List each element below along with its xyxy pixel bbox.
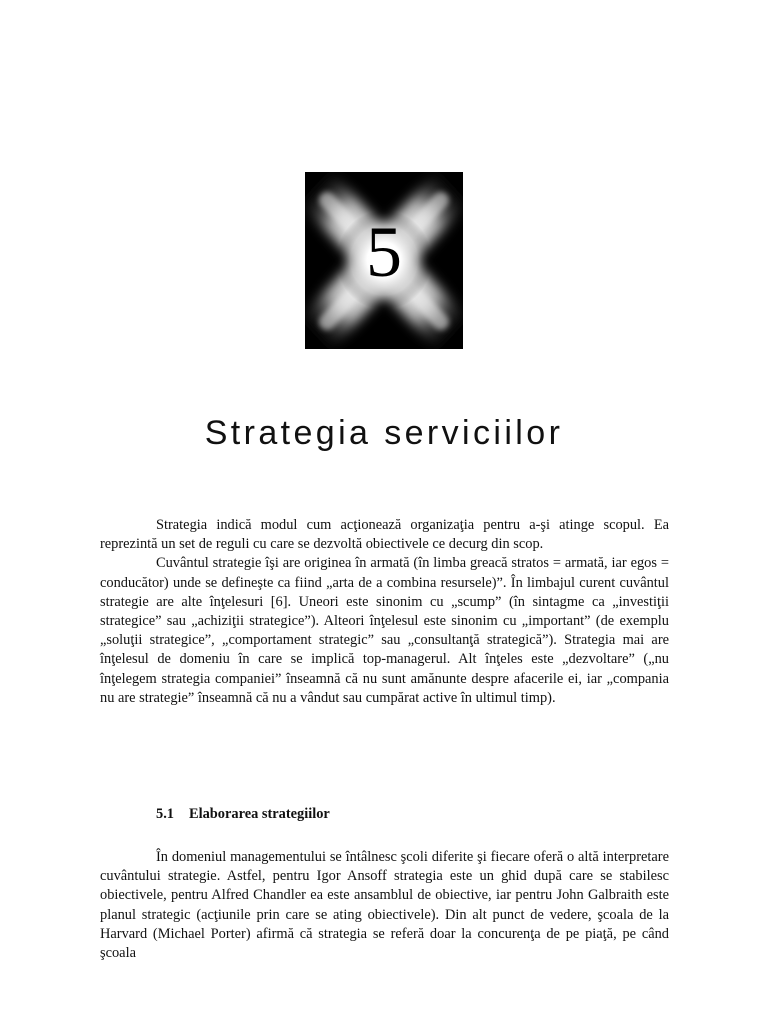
paragraph-text: În domeniul managementului se întâlnesc şcoli diferite şi fiecare oferă o altă interpretare cuvântului strategie. Astfel, pentru Igor Ansoff strategia este un ghid după care se stabilesc obiectivele, pentru Alfred Chandler ea este ansamblul de obiective, iar pentru John Galbraith este planul strategic (acţiunile prin care se ating obiectivele). Din alt punct de vedere, şcoala de la Harvard (Michael Porter) afirmă că strategia se referă doar la concurenţa de pe piaţă, pe când şcoala [100,849,669,962]
section-number: 5.1 [156,806,174,822]
paragraph [100,554,669,708]
section-title: Elaborarea strategiilor [189,806,330,822]
chapter-emblem [305,172,463,349]
paragraph [100,848,669,963]
paragraph-text: Cuvântul strategie îşi are originea în armată (în limba greacă stratos = armată, iar egos = conducător) unde se defineşte ca fiind „arta de a combina resursele)”. În limbajul curent cuvântul strategie are alte înţelesuri [6]. Uneori este sinonim cu „scump” (în sintagme ca „investiţii strategice” sau „achiziţii strategice”). Alteori înţelesul este sinonim cu „important” (de exemplu „soluţii strategice”, „comportament strategic” sau „consultanţă strategică”). Strategia mai are înţelesul de domeniu în care se implică top-managerul. Alt înţeles este „dezvoltare” („nu înţelegem strategia companiei” înseamnă că nu sunt amănunte despre afacerile ei, iar „compania nu are strategie” înseamnă că nu a vândut sau cumpărat active în ultimul timp). [100,555,669,706]
paragraph-text: Strategia indică modul cum acţionează organizaţia pentru a-şi atinge scopul. Ea reprezintă un set de reguli cu care se dezvoltă obiectivele ce decurg din scop. [100,517,669,553]
section-heading [156,806,330,823]
chapter-title: Strategia serviciilor [204,414,564,452]
paragraph [100,516,669,554]
chapter-number: 5 [366,212,402,292]
section-text [100,848,669,963]
intro-text [100,516,669,708]
